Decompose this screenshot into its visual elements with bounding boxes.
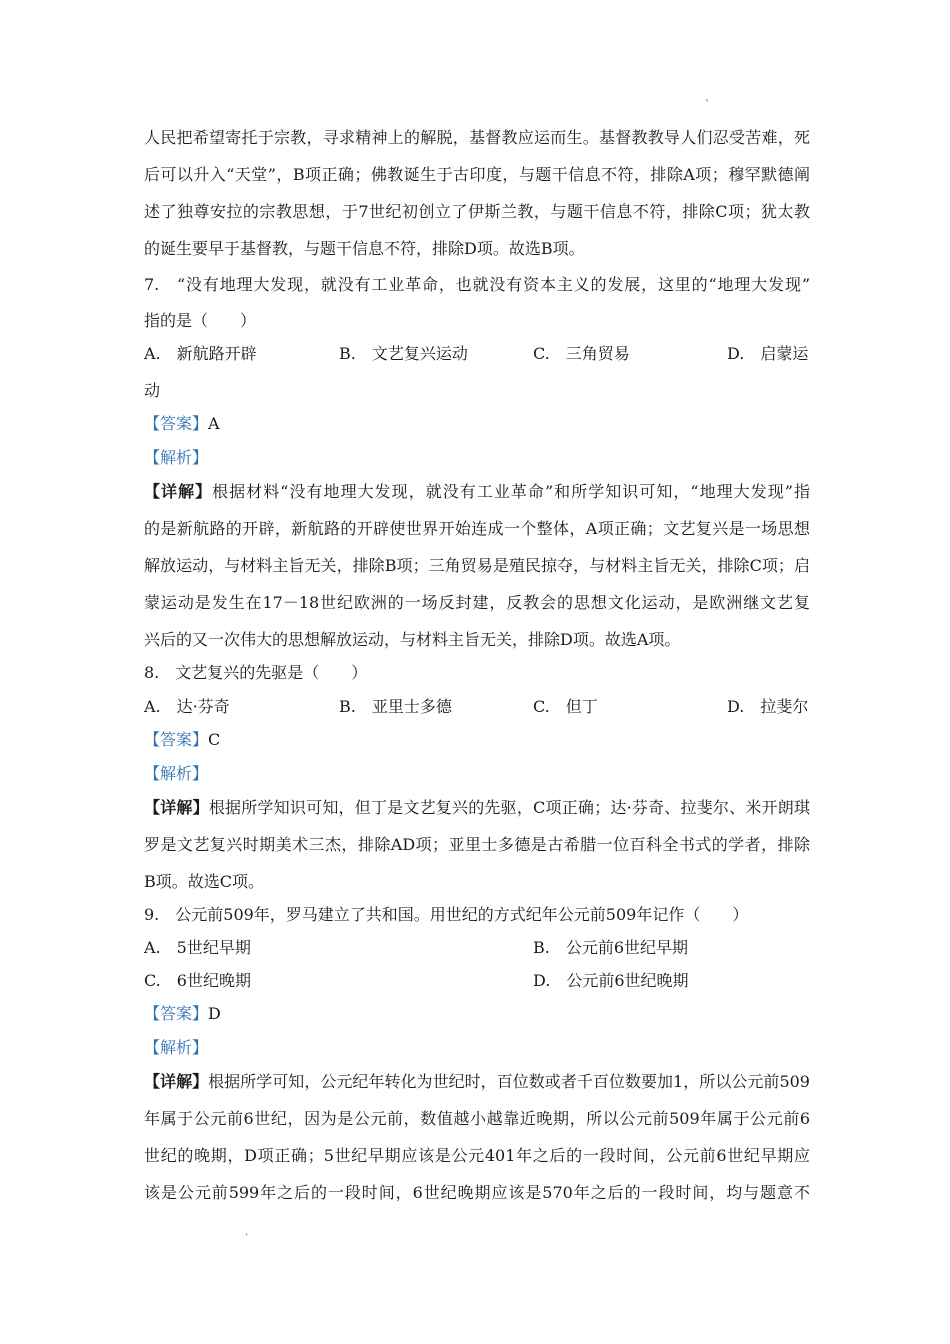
q8-answer-value: C xyxy=(208,730,221,749)
q7-stem-line-1: 7. “没有地理大发现，就没有工业革命，也就没有资本主义的发展，这里的“地理大发现” xyxy=(144,275,810,294)
q7-stem-line-2: 指的是（ ） xyxy=(144,311,257,330)
q7-option-a: A. 新航路开辟 xyxy=(144,344,257,363)
q9-option-a: A. 5世纪早期 xyxy=(144,938,251,957)
q8-detail-line-2: 罗是文艺复兴时期美术三杰，排除AD项；亚里士多德是古希腊一位百科全书式的学者，排除 xyxy=(144,835,810,854)
q7-detail-tag: 【详解】 xyxy=(144,482,213,501)
q7-detail-text-1: 根据材料“没有地理大发现，就没有工业革命”和所学知识可知，“地理大发现”指 xyxy=(212,482,810,501)
q9-option-c: C. 6世纪晚期 xyxy=(144,971,251,990)
q9-answer-tag: 【答案】 xyxy=(144,1004,209,1023)
q9-analysis-tag: 【解析】 xyxy=(144,1038,209,1057)
q9-detail-text-1: 根据所学可知，公元纪年转化为世纪时，百位数或者千百位数要加1，所以公元前509 xyxy=(208,1072,810,1091)
q7-answer-value: A xyxy=(208,414,220,433)
q8-option-d: D. 拉斐尔 xyxy=(727,697,809,716)
q9-stem: 9. 公元前509年，罗马建立了共和国。用世纪的方式纪年公元前509年记作（ ） xyxy=(144,905,749,924)
q8-answer xyxy=(144,730,810,750)
q7-option-d-wrap: 动 xyxy=(144,381,161,400)
q8-detail-tag: 【详解】 xyxy=(144,798,209,817)
q8-detail-text-1: 根据所学知识可知，但丁是文艺复兴的先驱，C项正确；达·芬奇、拉斐尔、米开朗琪 xyxy=(208,798,810,817)
q7-answer xyxy=(144,414,810,434)
q9-detail-tag: 【详解】 xyxy=(144,1072,209,1091)
q7-detail-line-5: 兴后的又一次伟大的思想解放运动，与材料主旨无关，排除D项。故选A项。 xyxy=(144,630,681,649)
q7-detail-line-3: 解放运动，与材料主旨无关，排除B项；三角贸易是殖民掠夺，与材料主旨无关，排除C项；启 xyxy=(144,556,810,575)
q8-option-c: C. 但丁 xyxy=(533,697,598,716)
intro-line-2: 后可以升入“天堂”，B项正确；佛教诞生于古印度，与题干信息不符，排除A项；穆罕默德阐 xyxy=(144,165,810,184)
q7-answer-tag: 【答案】 xyxy=(144,414,209,433)
intro-line-3: 述了独尊安拉的宗教思想，于7世纪初创立了伊斯兰教，与题干信息不符，排除C项；犹太教 xyxy=(144,202,810,221)
q8-answer-tag: 【答案】 xyxy=(144,730,209,749)
q9-analysis xyxy=(144,1038,810,1058)
q9-answer-value: D xyxy=(208,1004,221,1023)
q8-detail-line-1 xyxy=(144,798,810,818)
q9-detail-line-1 xyxy=(144,1072,810,1092)
scan-mark-bottom: . xyxy=(245,1227,249,1238)
q8-stem: 8. 文艺复兴的先驱是（ ） xyxy=(144,663,368,682)
q7-detail-line-2: 的是新航路的开辟，新航路的开辟使世界开始连成一个整体，A项正确；文艺复兴是一场思想 xyxy=(144,519,810,538)
q8-option-a: A. 达·芬奇 xyxy=(144,697,230,716)
q9-detail-line-2: 年属于公元前6世纪，因为是公元前，数值越小越靠近晚期，所以公元前509年属于公元前6 xyxy=(144,1109,810,1128)
scan-mark-top: 、 xyxy=(705,93,715,104)
q9-detail-line-3: 世纪的晚期，D项正确；5世纪早期应该是公元401年之后的一段时间，公元前6世纪早期应 xyxy=(144,1146,810,1165)
intro-line-4: 的诞生要早于基督教，与题干信息不符，排除D项。故选B项。 xyxy=(144,239,585,258)
q8-analysis-tag: 【解析】 xyxy=(144,764,209,783)
q8-analysis xyxy=(144,764,810,784)
q9-option-b: B. 公元前6世纪早期 xyxy=(533,938,689,957)
q7-option-d: D. 启蒙运 xyxy=(727,344,809,363)
intro-line-1: 人民把希望寄托于宗教，寻求精神上的解脱，基督教应运而生。基督教教导人们忍受苦难，死 xyxy=(144,128,810,147)
q7-analysis-tag: 【解析】 xyxy=(144,448,209,467)
q9-detail-line-4: 该是公元前599年之后的一段时间，6世纪晚期应该是570年之后的一段时间，均与题意不 xyxy=(144,1183,810,1202)
q7-option-b: B. 文艺复兴运动 xyxy=(339,344,468,363)
q9-answer xyxy=(144,1004,810,1024)
q9-option-d: D. 公元前6世纪晚期 xyxy=(533,971,689,990)
q8-detail-line-3: B项。故选C项。 xyxy=(144,872,265,891)
q7-option-c: C. 三角贸易 xyxy=(533,344,630,363)
q7-detail-line-1 xyxy=(144,482,810,502)
q8-option-b: B. 亚里士多德 xyxy=(339,697,452,716)
q7-analysis xyxy=(144,448,810,468)
q7-detail-line-4: 蒙运动是发生在17－18世纪欧洲的一场反封建，反教会的思想文化运动，是欧洲继文艺复 xyxy=(144,593,810,612)
